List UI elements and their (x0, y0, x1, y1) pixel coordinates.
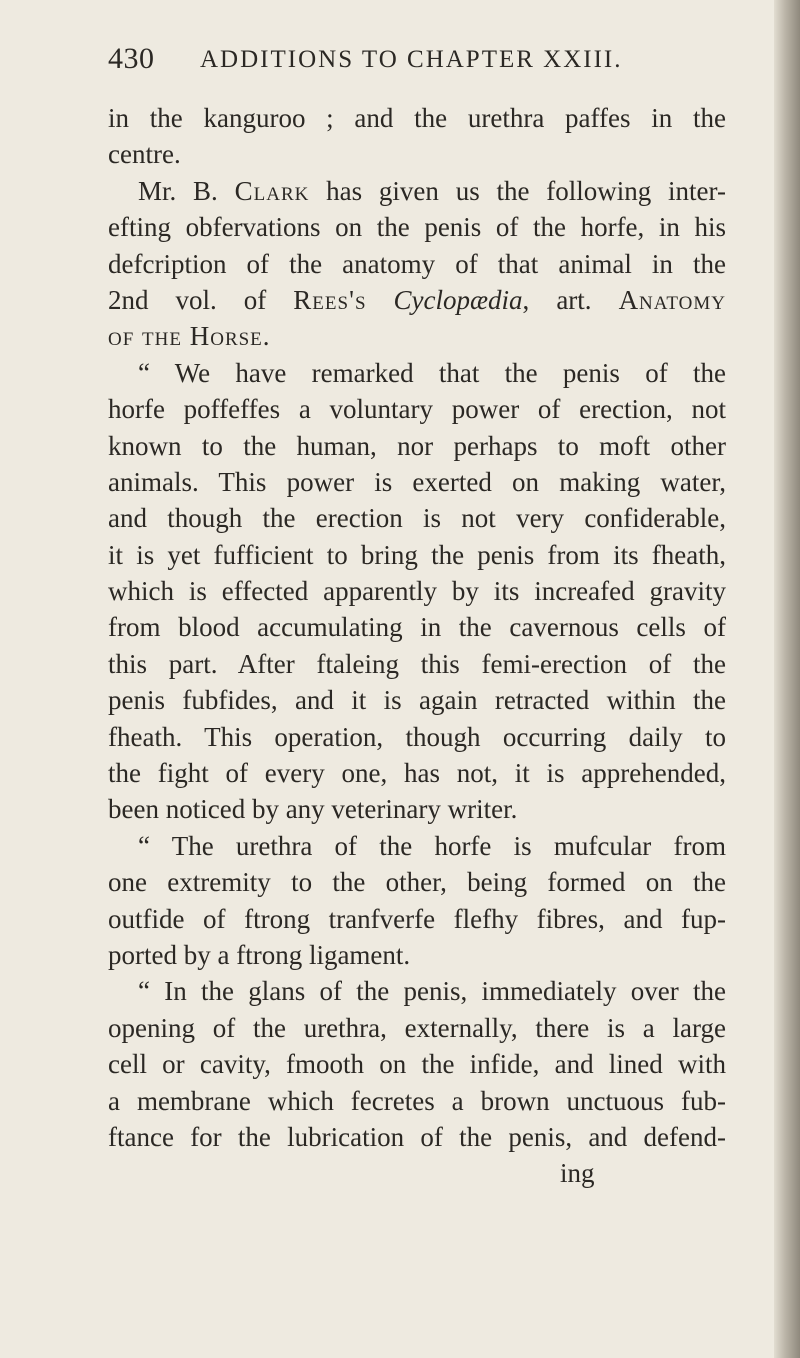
catchword: ing (560, 1158, 595, 1189)
text-line: defcription of the anatomy of that animal in the (108, 248, 726, 279)
text-line: from blood accumulating in the cavernous cells of (108, 612, 726, 643)
text-line: one extremity to the other, being formed on the (108, 867, 726, 898)
page-header (108, 42, 708, 78)
text-fragment (367, 285, 394, 315)
text-line (108, 173, 726, 209)
author-name: Clark (234, 175, 310, 206)
text-line: opening of the urethra, externally, there is a large (108, 1012, 726, 1043)
text-line: in the kanguroo ; and the urethra paffes in the (108, 103, 726, 133)
text-line: horfe poffeffes a voluntary power of erection, not (108, 394, 726, 425)
text-line: efting obfervations on the penis of the horfe, in his (108, 212, 726, 243)
text-line: centre. (108, 139, 181, 170)
text-line: cell or cavity, fmooth on the infide, and lined with (108, 1049, 726, 1080)
work-title: Cyclopædia (393, 284, 523, 315)
text-line: ftance for the lubrication of the penis, and defend- (108, 1121, 726, 1152)
text-fragment: has given us the following inter- (309, 175, 726, 206)
text-line: been noticed by any veterinary writer. (108, 794, 518, 825)
article-title: Anatomy (618, 284, 726, 315)
paragraph-quote-glans (108, 973, 726, 1155)
text-line: which is effected apparently by its increafed gravity (108, 576, 726, 607)
text-line: the fight of every one, has not, it is apprehended, (108, 758, 726, 789)
text-line: it is yet fufficient to bring the penis from its fheath, (108, 539, 726, 570)
text-line: and though the erection is not very confiderable, (108, 503, 726, 534)
text-line: of the Horse. (108, 321, 271, 352)
text-line: “ The urethra of the horfe is mufcular from (138, 830, 726, 861)
paragraph-kanguroo (108, 100, 726, 173)
text-fragment: 2nd vol. of (108, 284, 294, 315)
text-fragment: Mr. B. (138, 175, 235, 206)
text-line: animals. This power is exerted on making water, (108, 466, 726, 497)
body-text (108, 100, 726, 1192)
text-fragment: , art. (522, 284, 619, 315)
paragraph-quote-erection (108, 355, 726, 828)
text-line: “ We have remarked that the penis of the (138, 357, 726, 388)
text-line: outfide of ftrong tranfverfe flefhy fibres, and fup- (108, 903, 726, 934)
running-head: ADDITIONS TO CHAPTER XXIII. (200, 46, 623, 73)
page-number: 430 (108, 42, 155, 75)
paragraph-quote-urethra (108, 828, 726, 974)
page-edge-shadow (774, 0, 800, 1358)
text-line: this part. After ftaleing this femi-erection of the (108, 648, 726, 679)
text-line: ported by a ftrong ligament. (108, 939, 411, 970)
text-line (108, 282, 726, 318)
paragraph-clark (108, 173, 726, 355)
text-line: a membrane which fecretes a brown unctuous fub- (108, 1085, 726, 1116)
author-name: Rees's (293, 284, 367, 315)
text-line: fheath. This operation, though occurring daily to (108, 721, 726, 752)
text-line: penis fubfides, and it is again retracted within the (108, 685, 726, 716)
text-line: known to the human, nor perhaps to moft other (108, 430, 726, 461)
text-line: “ In the glans of the penis, immediately over the (138, 976, 726, 1007)
